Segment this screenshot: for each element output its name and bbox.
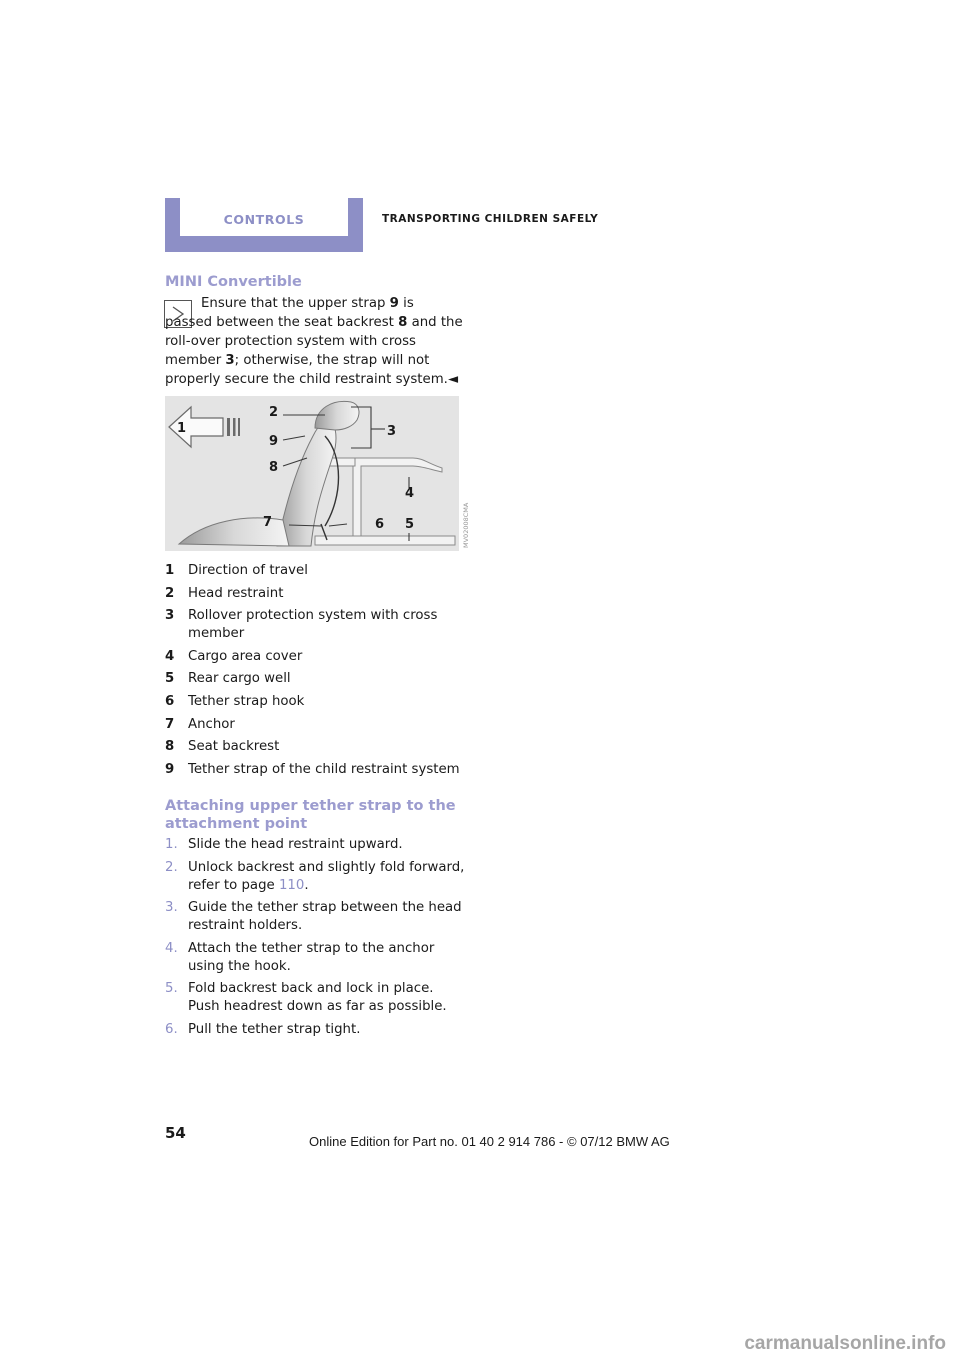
note-text-part: Ensure that the upper strap [201,296,390,311]
watermark[interactable]: carmanualsonline.info [0,1329,960,1358]
figure-label: 9 [269,434,279,449]
note-ref-3: 3 [225,353,235,368]
legend-item: 9 Tether strap of the child restraint system [165,761,460,777]
running-head: TRANSPORTING CHILDREN SAFELY [382,213,599,225]
figure-label: 5 [405,517,415,532]
figure-label: 8 [269,460,279,475]
step-item: 4. Attach the tether strap to the anchor using the hook. [165,940,435,974]
instruction-steps [165,836,465,1044]
note-end-mark: ◄ [447,372,459,387]
legend-item: 7 Anchor [165,716,235,732]
note-text-part: and the roll-over protection system with cross member [165,315,463,368]
edition-footer: Online Edition for Part no. 01 40 2 914 786 - © 07/12 BMW AG [309,1134,670,1149]
figure-code: MV02008CMA [462,502,470,548]
note-text-part: is passed between the seat backrest [165,296,414,330]
step-item: 5. Fold backrest back and lock in place. Push headrest down as far as possible. [165,981,447,1015]
figure-label: 6 [375,517,385,532]
section-heading-mini-convertible: MINI Convertible [165,274,302,290]
legend-item: 5 Rear cargo well [165,671,291,687]
figure-label: 2 [269,405,279,420]
legend-item: 1 Direction of travel [165,563,308,578]
section-heading-attaching-tether: Attaching upper tether strap to the attachment point [165,798,456,832]
tether-strap-figure [165,396,470,551]
note-ref-8: 8 [398,315,408,330]
step-item: 1. Slide the head restraint upward. [165,837,403,852]
note-ref-9: 9 [389,296,399,311]
legend-item: 2 Head restraint [165,585,284,601]
note-text-part: ; otherwise, the strap will not properly secure the child restraint system. [165,353,448,387]
safety-note [165,294,465,389]
legend-item: 8 Seat backrest [165,739,280,755]
step-item: 6. Pull the tether strap tight. [165,1021,361,1037]
figure-legend [165,562,465,783]
legend-item: 4 Cargo area cover [165,648,303,664]
legend-item: 6 Tether strap hook [165,693,305,709]
figure-label: 4 [405,486,415,501]
page-number: 54 [165,1124,186,1142]
figure-label: 1 [177,421,187,436]
step-item: 3. Guide the tether strap between the head restraint holders. [165,900,462,934]
step-item: 2. Unlock backrest and slightly fold forward, refer to page 110. [165,859,465,893]
figure-label: 7 [263,515,273,530]
page-reference-link[interactable]: 110 [278,877,305,893]
figure-label: 3 [387,424,397,439]
chapter-tab-label: CONTROLS [223,212,305,227]
chapter-tab-box [180,198,348,236]
legend-item: 3 Rollover protection system with cross member [165,608,438,642]
